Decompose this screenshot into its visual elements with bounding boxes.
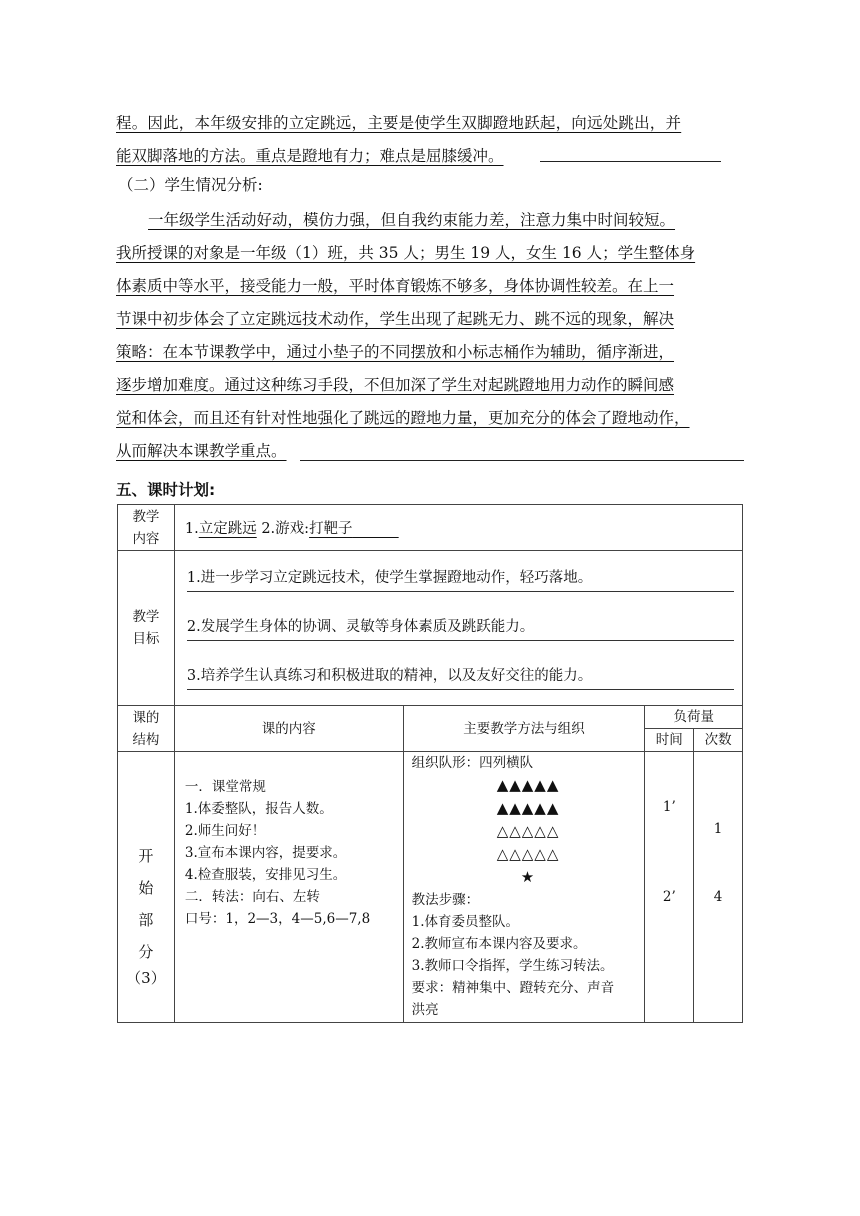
header-time: 时间 [645,729,694,752]
section-count-cell [694,752,743,1023]
header-methods: 主要教学方法与组织 [403,706,645,752]
formation-teacher-star: ★ [520,868,536,886]
teaching-objectives-label [118,551,175,706]
teaching-objectives-cell [174,551,742,706]
section-content-cell [174,752,403,1023]
header-load: 负荷量 [645,706,743,729]
content-line-4: 3.宣布本课内容，提要求。 [184,845,347,861]
formation-title: 组织队形：四列横队 [411,755,534,771]
content-item-2-pad [353,521,399,537]
teaching-objectives-row [118,551,743,706]
objective-2-num: 2. [186,619,201,635]
objective-1-num: 1. [186,570,201,586]
teaching-content-cell [174,505,742,551]
content-line-7: 口号：1，2—3，4—5,6—7,8 [184,911,371,927]
teaching-content-label [118,505,175,551]
section-name-char-1: 开 [138,847,154,865]
header-content: 课的内容 [174,706,403,752]
objective-3-text: 培养学生认真练习和积极进取的精神，以及友好交往的能力。 [200,668,593,684]
intro-line-1: 程。因此，本年级安排的立定跳远，主要是使学生双脚蹬地跃起，向远处跳出，并 [116,114,682,132]
section-time-cell [645,752,694,1023]
teaching-objectives-label-line1: 教学 [132,609,160,625]
teaching-content-label-line1: 教学 [132,508,160,525]
header-row [118,706,743,729]
opening-section-row [118,752,743,1023]
objective-1-text: 进一步学习立定跳远技术，使学生掌握蹬地动作，轻巧落地。 [200,570,593,586]
lesson-plan-table [117,504,743,1023]
section-name-char-2: 始 [138,879,154,897]
student-line-8-text: 从而解决本课教学重点。 [116,442,287,460]
student-line-2: 我所授课的对象是一年级（1）班，共 35 人；男生 19 人，女生 16 人；学生整体身 [116,244,696,262]
formation-row-1: ▲▲▲▲▲ [496,776,560,794]
section-name-hours: （3） [126,969,166,987]
header-structure [118,706,175,752]
objective-3 [187,663,734,690]
method-step-5: 要求：精神集中、蹬转充分、声音 [411,980,615,996]
content-line-2: 1.体委整队，报告人数。 [184,801,333,817]
intro-line-2-text: 能双脚落地的方法。重点是蹬地有力；难点是屈膝缓冲。 [116,147,504,165]
formation-row-4: △△△△△ [496,845,560,863]
content-line-6: 二．转法：向右、左转 [184,889,320,905]
student-line-6: 逐步增加难度。通过这种练习手段，不但加深了学生对起跳蹬地用力动作的瞬间感 [116,376,675,394]
student-line-4: 节课中初步体会了立定跳远技术动作，学生出现了起跳无力、跳不远的现象，解决 [116,310,675,328]
student-line-5: 策略：在本节课教学中，通过小垫子的不同摆放和小标志桶作为辅助，循序渐进， [116,343,675,361]
method-step-2: 1.体育委员整队。 [411,914,520,930]
content-item-1: 立定跳远 [198,521,257,537]
section-methods-cell [403,752,645,1023]
content-line-3: 2.师生问好！ [184,823,266,839]
teaching-content-row [118,505,743,551]
count-value-2: 4 [713,889,723,905]
student-line-1: 一年级学生活动好动，模仿力强，但自我约束能力差，注意力集中时间较短。 [148,211,676,229]
time-value-1: 1’ [662,799,676,815]
formation-row-3: △△△△△ [496,822,560,840]
count-value-1: 1 [713,821,723,837]
header-structure-line1: 课的 [132,709,160,726]
intro-underline-extension [540,161,721,162]
section-name-char-4: 分 [138,943,154,961]
content-mid: 2.游戏: [256,521,310,537]
student-line-8 [116,440,287,462]
teaching-objectives-label-line2: 目标 [132,631,160,647]
section-name-char-3: 部 [138,911,154,929]
formation-row-2: ▲▲▲▲▲ [496,799,560,817]
student-line-7: 觉和体会，而且还有针对性地强化了跳远的蹬地力量，更加充分的体会了蹬地动作， [116,409,690,427]
student-line-3: 体素质中等水平，接受能力一般，平时体育锻炼不够多，身体协调性较差。在上一 [116,277,675,295]
method-step-1: 教法步骤： [411,892,480,908]
intro-line-2 [116,145,504,167]
content-line-1: 一．课堂常规 [184,779,266,795]
objective-1 [187,565,734,592]
objective-3-num: 3. [186,668,201,684]
method-step-3: 2.教师宣布本课内容及要求。 [411,936,587,952]
objective-2-text: 发展学生身体的协调、灵敏等身体素质及跳跃能力。 [200,619,535,635]
method-step-6: 洪亮 [411,1002,439,1018]
header-count: 次数 [694,729,743,752]
time-value-2: 2’ [662,889,676,905]
content-prefix: 1. [184,521,199,537]
content-item-2: 打靶子 [309,521,353,537]
teaching-content-label-line2: 内容 [132,530,160,547]
student-analysis-heading: （二）学生情况分析: [118,176,263,194]
section-name-cell [118,752,175,1023]
lesson-plan-heading: 五、课时计划: [116,481,216,499]
content-line-5: 4.检查服装，安排见习生。 [184,867,347,883]
objective-2 [187,614,734,641]
student-underline-extension [300,460,744,461]
header-structure-line2: 结构 [132,731,160,748]
method-step-4: 3.教师口令指挥，学生练习转法。 [411,958,614,974]
